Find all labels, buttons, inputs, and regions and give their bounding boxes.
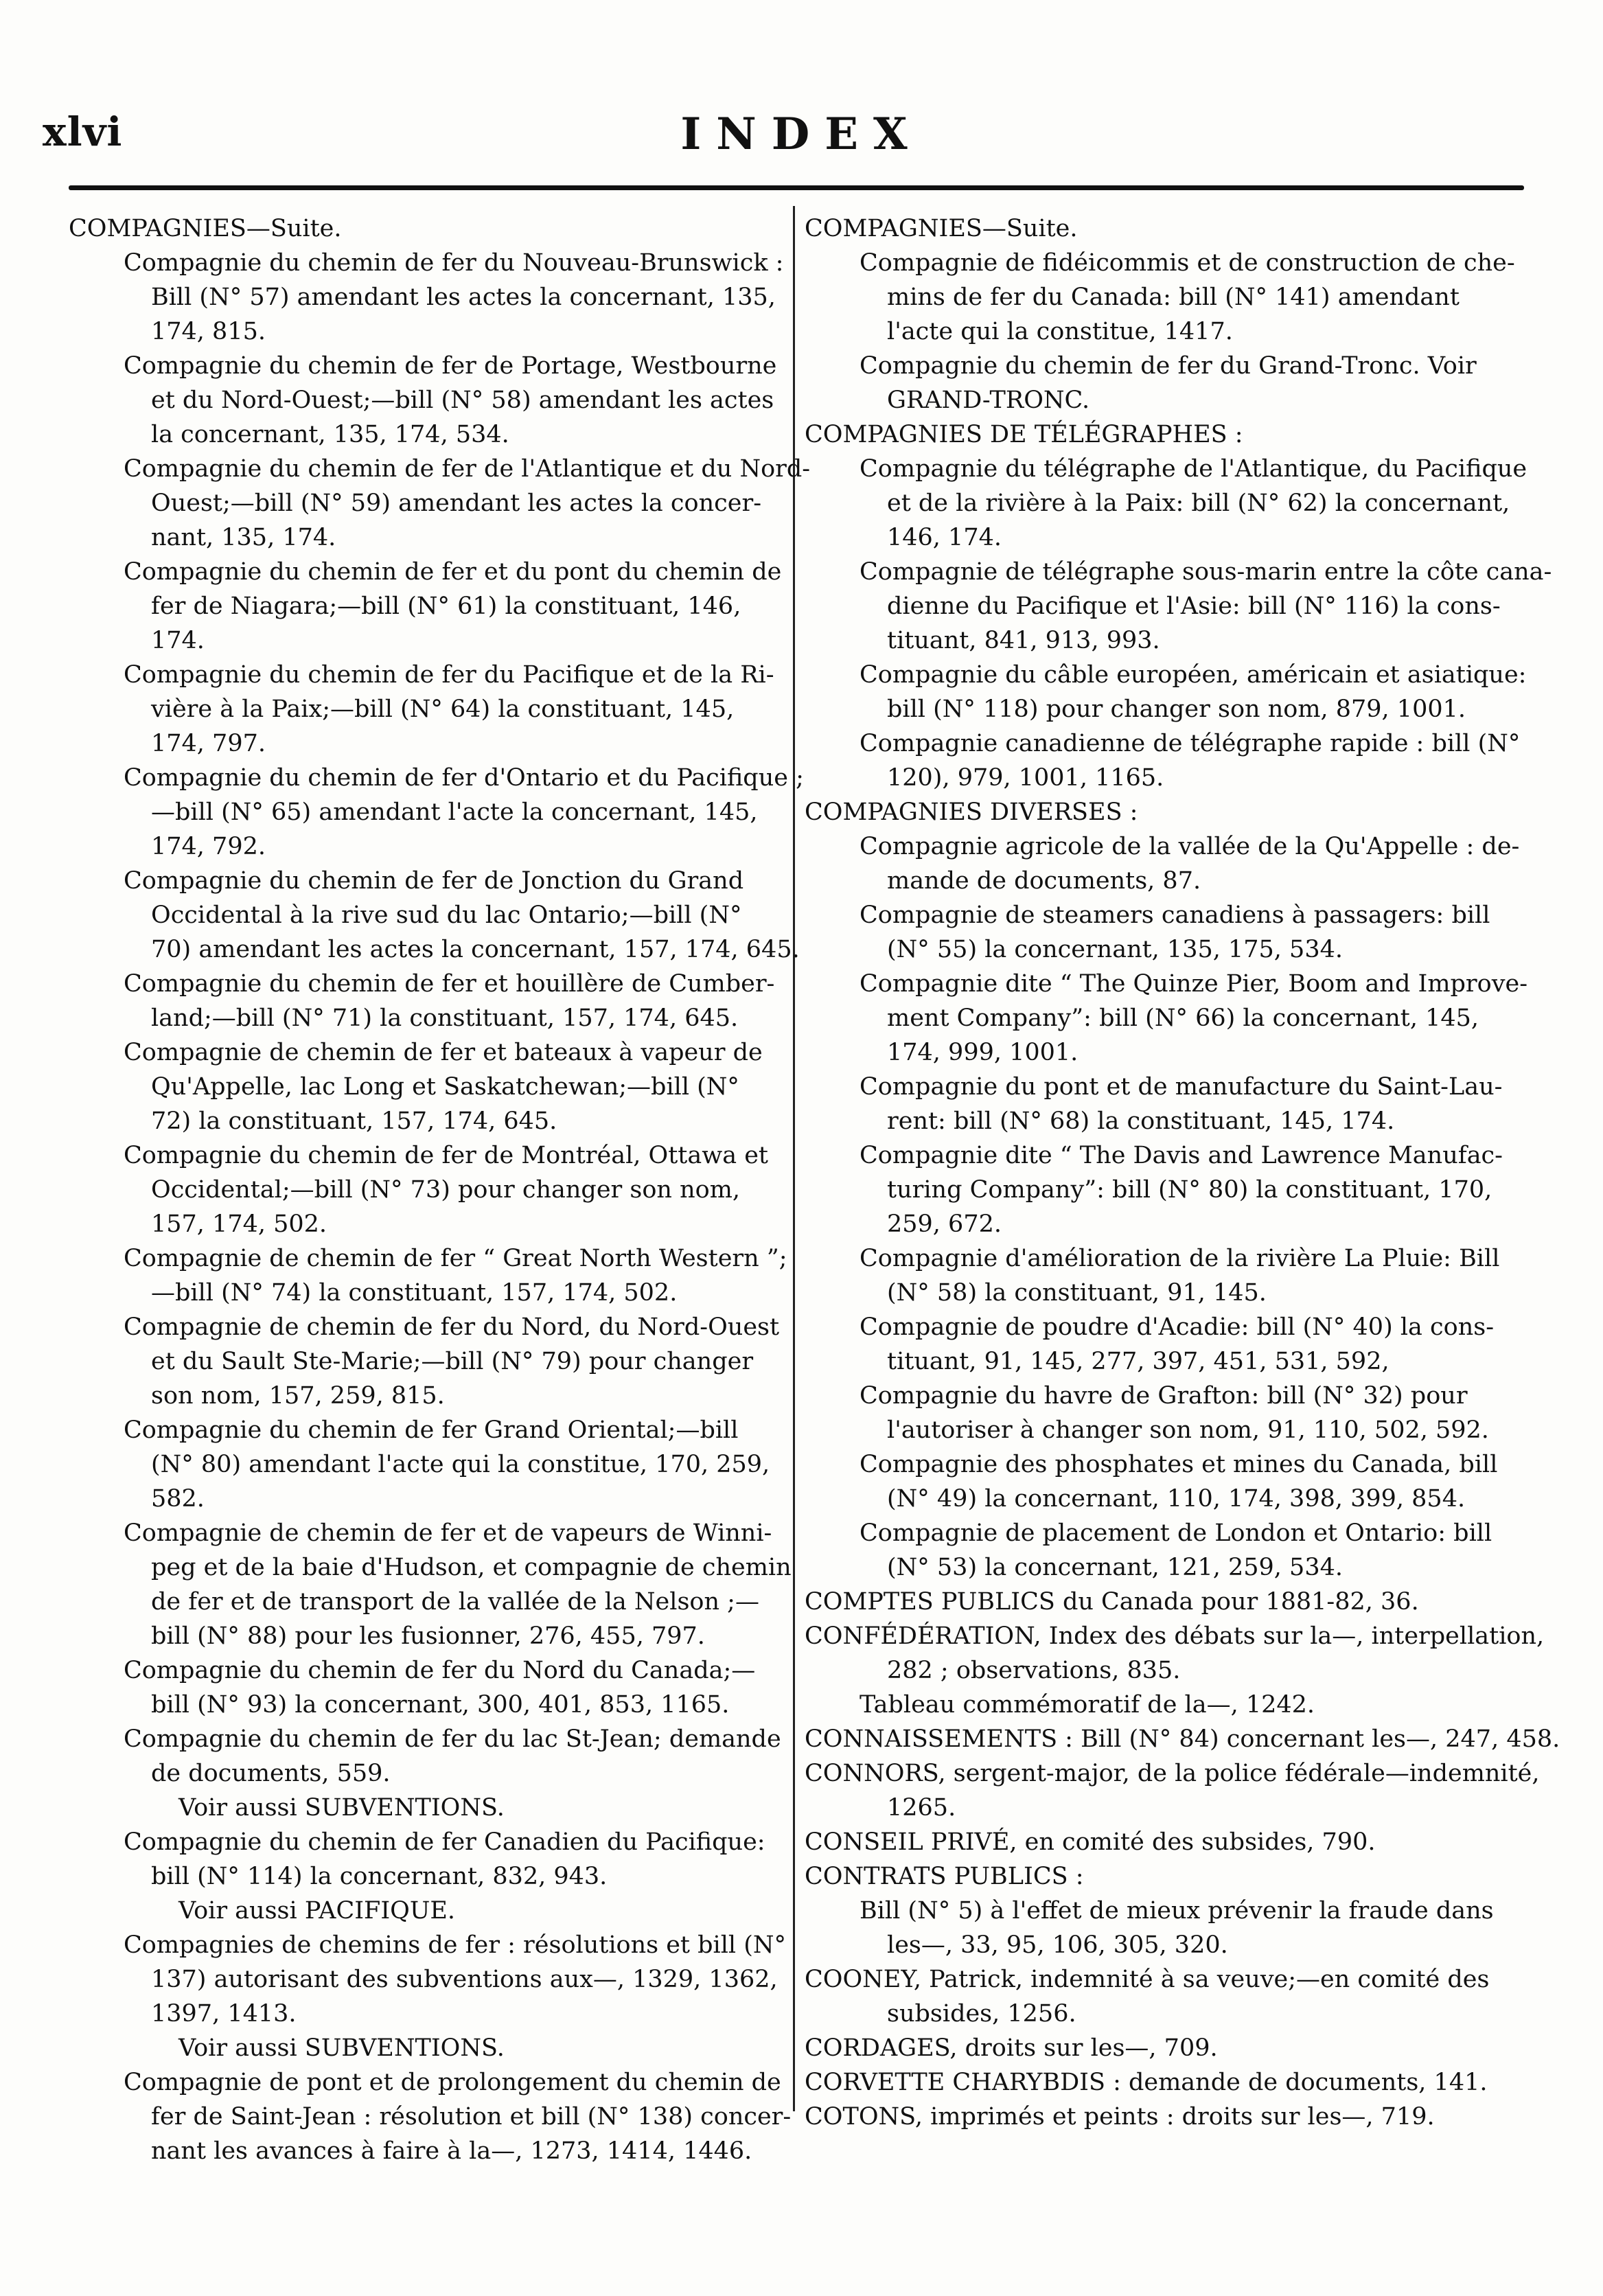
index-line: Compagnie du chemin de fer du Pacifique et de la Ri- bbox=[124, 661, 774, 689]
index-line: bill (N° 93) la concernant, 300, 401, 853, 1165. bbox=[151, 1691, 730, 1719]
index-line: CONTRATS PUBLICS : bbox=[805, 1863, 1084, 1890]
index-line: (N° 80) amendant l'acte qui la constitue, 170, 259, bbox=[151, 1451, 770, 1478]
index-line: Compagnie de télégraphe sous-marin entre la côte cana- bbox=[860, 558, 1552, 586]
index-line: 282 ; observations, 835. bbox=[887, 1657, 1181, 1684]
index-line: CORDAGES, droits sur les—, 709. bbox=[805, 2034, 1218, 2062]
page-number: xlvi bbox=[43, 108, 123, 155]
index-line: Compagnie du chemin de fer Canadien du Pacifique: bbox=[124, 1828, 765, 1856]
index-line: Compagnie du chemin de fer de Portage, Westbourne bbox=[124, 352, 777, 380]
index-line: Compagnie de poudre d'Acadie: bill (N° 40) la cons- bbox=[860, 1313, 1495, 1341]
index-line: bill (N° 88) pour les fusionner, 276, 455, 797. bbox=[151, 1622, 705, 1650]
index-line: turing Company”: bill (N° 80) la constituant, 170, bbox=[887, 1176, 1492, 1204]
index-line: Ouest;—bill (N° 59) amendant les actes la concer- bbox=[151, 490, 762, 517]
index-line: CORVETTE CHARYBDIS : demande de documents, 141. bbox=[805, 2069, 1488, 2096]
index-line: Compagnie dite “ The Davis and Lawrence Manufac- bbox=[860, 1142, 1503, 1169]
index-line: 120), 979, 1001, 1165. bbox=[887, 764, 1164, 792]
index-line: bill (N° 118) pour changer son nom, 879, 1001. bbox=[887, 696, 1466, 723]
index-line: subsides, 1256. bbox=[887, 2000, 1076, 2028]
index-line: Compagnie de chemin de fer “ Great North Western ”; bbox=[124, 1245, 787, 1272]
index-line: Compagnie dite “ The Quinze Pier, Boom and Improve- bbox=[860, 970, 1528, 998]
column-divider bbox=[793, 206, 795, 2111]
index-line: 1397, 1413. bbox=[151, 2000, 297, 2028]
index-line: COMPAGNIES DIVERSES : bbox=[805, 799, 1138, 826]
index-line: Compagnie du chemin de fer de Montréal, Ottawa et bbox=[124, 1142, 768, 1169]
index-line: mande de documents, 87. bbox=[887, 867, 1201, 895]
index-line: Tableau commémoratif de la—, 1242. bbox=[860, 1691, 1315, 1719]
index-line: GRAND-TRONC. bbox=[887, 387, 1090, 414]
index-line: 174. bbox=[151, 627, 205, 654]
index-line: Compagnie du pont et de manufacture du Saint-Lau- bbox=[860, 1073, 1503, 1101]
index-line: land;—bill (N° 71) la constituant, 157, 174, 645. bbox=[151, 1004, 739, 1032]
index-line: nant les avances à faire à la—, 1273, 1414, 1446. bbox=[151, 2137, 752, 2165]
index-line: Compagnie de chemin de fer du Nord, du Nord-Ouest bbox=[124, 1313, 780, 1341]
index-line: de fer et de transport de la vallée de la Nelson ;— bbox=[151, 1588, 759, 1616]
left-column bbox=[69, 211, 811, 2168]
index-line: Compagnie du chemin de fer du Grand-Tronc. Voir bbox=[860, 352, 1477, 380]
index-line: la concernant, 135, 174, 534. bbox=[151, 421, 509, 448]
index-line: Compagnie du chemin de fer de Jonction du Grand bbox=[124, 867, 744, 895]
index-line: —bill (N° 74) la constituant, 157, 174, 502. bbox=[151, 1279, 678, 1307]
page-title: INDEX bbox=[680, 108, 923, 160]
index-line: l'acte qui la constitue, 1417. bbox=[887, 318, 1233, 345]
index-line: CONNORS, sergent-major, de la police fédérale—indemnité, bbox=[805, 1760, 1540, 1787]
index-line: bill (N° 114) la concernant, 832, 943. bbox=[151, 1863, 608, 1890]
index-line: l'autoriser à changer son nom, 91, 110, 502, 592. bbox=[887, 1416, 1489, 1444]
index-line: Compagnie de fidéicommis et de construction de che- bbox=[860, 249, 1515, 277]
index-line: et de la rivière à la Paix: bill (N° 62) la concernant, bbox=[887, 490, 1510, 517]
index-line: COONEY, Patrick, indemnité à sa veuve;—en comité des bbox=[805, 1966, 1490, 1993]
index-line: (N° 55) la concernant, 135, 175, 534. bbox=[887, 936, 1343, 963]
index-line: son nom, 157, 259, 815. bbox=[151, 1382, 445, 1410]
index-line: Compagnie du chemin de fer du lac St-Jean; demande bbox=[124, 1725, 781, 1753]
index-line: Compagnie de chemin de fer et de vapeurs de Winni- bbox=[124, 1519, 772, 1547]
index-line: et du Nord-Ouest;—bill (N° 58) amendant les actes bbox=[151, 387, 774, 414]
index-line: CONSEIL PRIVÉ, en comité des subsides, 790. bbox=[805, 1828, 1376, 1856]
index-line: 582. bbox=[151, 1485, 205, 1513]
index-line: Compagnie du câble européen, américain et asiatique: bbox=[860, 661, 1527, 689]
index-line: 137) autorisant des subventions aux—, 1329, 1362, bbox=[151, 1966, 778, 1993]
index-line: COMPAGNIES DE TÉLÉGRAPHES : bbox=[805, 421, 1243, 448]
index-line: —bill (N° 65) amendant l'acte la concernant, 145, bbox=[151, 799, 758, 826]
index-line: Compagnie du chemin de fer et houillère de Cumber- bbox=[124, 970, 775, 998]
index-line: dienne du Pacifique et l'Asie: bill (N° 116) la cons- bbox=[887, 593, 1501, 620]
index-line: mins de fer du Canada: bill (N° 141) amendant bbox=[887, 284, 1460, 311]
index-line: Compagnie du chemin de fer et du pont du chemin de bbox=[124, 558, 782, 586]
index-line: les—, 33, 95, 106, 305, 320. bbox=[887, 1931, 1228, 1959]
index-line: 70) amendant les actes la concernant, 157, 174, 645. bbox=[151, 936, 800, 963]
index-line: (N° 53) la concernant, 121, 259, 534. bbox=[887, 1554, 1343, 1581]
index-line: ment Company”: bill (N° 66) la concernant, 145, bbox=[887, 1004, 1479, 1032]
index-line: et du Sault Ste-Marie;—bill (N° 79) pour changer bbox=[151, 1348, 754, 1375]
index-line: rent: bill (N° 68) la constituant, 145, 174. bbox=[887, 1107, 1395, 1135]
index-line: Compagnie des phosphates et mines du Canada, bill bbox=[860, 1451, 1498, 1478]
index-line: Bill (N° 57) amendant les actes la concernant, 135, bbox=[151, 284, 776, 311]
index-line: Occidental;—bill (N° 73) pour changer son nom, bbox=[151, 1176, 741, 1204]
index-line: Voir aussi PACIFIQUE. bbox=[178, 1897, 456, 1925]
index-line: Bill (N° 5) à l'effet de mieux prévenir la fraude dans bbox=[860, 1897, 1494, 1925]
index-line: Compagnie agricole de la vallée de la Qu'Appelle : de- bbox=[860, 833, 1520, 860]
index-line: Voir aussi SUBVENTIONS. bbox=[178, 1794, 505, 1822]
index-line: COMPAGNIES—Suite. bbox=[69, 215, 342, 242]
index-line: Compagnie du télégraphe de l'Atlantique, du Pacifique bbox=[860, 455, 1527, 483]
index-line: COTONS, imprimés et peints : droits sur les—, 719. bbox=[805, 2103, 1435, 2131]
index-line: Occidental à la rive sud du lac Ontario;—bill (N° bbox=[151, 902, 742, 929]
index-line: Compagnie d'amélioration de la rivière La Pluie: Bill bbox=[860, 1245, 1500, 1272]
index-line: 1265. bbox=[887, 1794, 956, 1822]
index-line: COMPTES PUBLICS du Canada pour 1881-82, 36. bbox=[805, 1588, 1419, 1616]
index-line: vière à la Paix;—bill (N° 64) la constituant, 145, bbox=[151, 696, 735, 723]
index-line: Compagnie du chemin de fer Grand Oriental;—bill bbox=[124, 1416, 739, 1444]
index-line: Compagnie du havre de Grafton: bill (N° 32) pour bbox=[860, 1382, 1468, 1410]
index-line: Compagnie de pont et de prolongement du chemin de bbox=[124, 2069, 781, 2096]
right-column bbox=[805, 211, 1560, 2134]
index-line: de documents, 559. bbox=[151, 1760, 391, 1787]
index-line: COMPAGNIES—Suite. bbox=[805, 215, 1078, 242]
index-line: Compagnie du chemin de fer d'Ontario et du Pacifique ; bbox=[124, 764, 804, 792]
index-line: tituant, 841, 913, 993. bbox=[887, 627, 1160, 654]
index-line: Compagnie du chemin de fer de l'Atlantique et du Nord- bbox=[124, 455, 811, 483]
index-line: fer de Niagara;—bill (N° 61) la constituant, 146, bbox=[151, 593, 741, 620]
index-line: (N° 58) la constituant, 91, 145. bbox=[887, 1279, 1267, 1307]
index-line: nant, 135, 174. bbox=[151, 524, 336, 551]
index-line: Qu'Appelle, lac Long et Saskatchewan;—bill (N° bbox=[151, 1073, 739, 1101]
index-line: Compagnie du chemin de fer du Nouveau-Brunswick : bbox=[124, 249, 784, 277]
index-line: Voir aussi SUBVENTIONS. bbox=[178, 2034, 505, 2062]
index-line: CONFÉDÉRATION, Index des débats sur la—, interpellation, bbox=[805, 1622, 1545, 1650]
index-line: 259, 672. bbox=[887, 1210, 1002, 1238]
index-line: Compagnie de placement de London et Ontario: bill bbox=[860, 1519, 1492, 1547]
index-line: Compagnie canadienne de télégraphe rapide : bill (N° bbox=[860, 730, 1521, 757]
index-line: CONNAISSEMENTS : Bill (N° 84) concernant les—, 247, 458. bbox=[805, 1725, 1560, 1753]
index-line: 174, 999, 1001. bbox=[887, 1039, 1079, 1066]
index-line: Compagnie du chemin de fer du Nord du Canada;— bbox=[124, 1657, 756, 1684]
index-line: 174, 815. bbox=[151, 318, 266, 345]
index-line: fer de Saint-Jean : résolution et bill (N° 138) concer- bbox=[151, 2103, 792, 2131]
index-line: Compagnie de steamers canadiens à passagers: bill bbox=[860, 902, 1490, 929]
index-line: Compagnie de chemin de fer et bateaux à vapeur de bbox=[124, 1039, 763, 1066]
index-line: tituant, 91, 145, 277, 397, 451, 531, 592, bbox=[887, 1348, 1389, 1375]
index-line: 146, 174. bbox=[887, 524, 1002, 551]
index-line: peg et de la baie d'Hudson, et compagnie de chemin bbox=[151, 1554, 792, 1581]
header-rule bbox=[69, 185, 1524, 190]
index-line: Compagnies de chemins de fer : résolutions et bill (N° bbox=[124, 1931, 787, 1959]
index-line: 157, 174, 502. bbox=[151, 1210, 327, 1238]
index-line: 174, 797. bbox=[151, 730, 266, 757]
index-line: 174, 792. bbox=[151, 833, 266, 860]
index-line: (N° 49) la concernant, 110, 174, 398, 399, 854. bbox=[887, 1485, 1466, 1513]
index-line: 72) la constituant, 157, 174, 645. bbox=[151, 1107, 557, 1135]
